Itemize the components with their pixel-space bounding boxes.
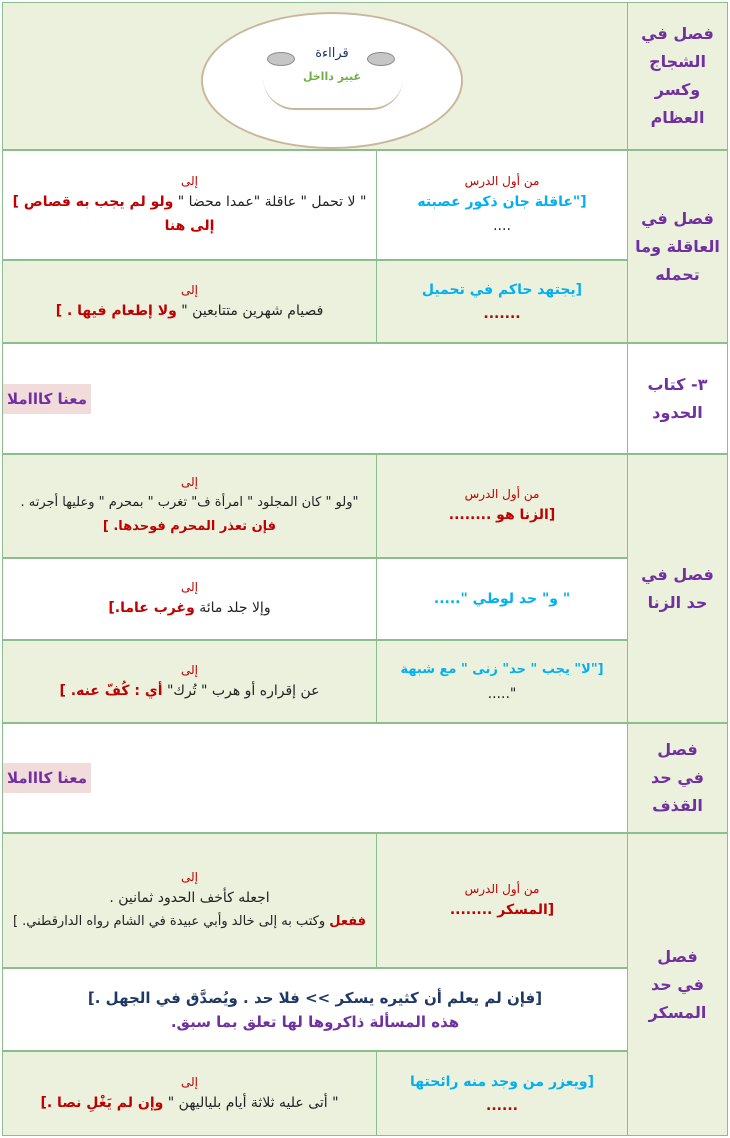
start-text: ["لا" يجب " حد" زنى " مع شبهة — [400, 661, 604, 677]
to-label: إلى — [181, 580, 198, 594]
muskir-row2-end — [2, 1051, 377, 1136]
end-line1: اجعله كأخف الحدود ثمانين . — [109, 889, 270, 906]
to-label: إلى — [181, 174, 198, 188]
end-text-bold: وغرب عاما.] — [108, 600, 195, 616]
section-title: فصل في العاقلة وما تحمله — [635, 208, 720, 284]
zina-row1-end — [2, 454, 377, 558]
zina-row2-end — [2, 558, 377, 640]
aqila-row1-start — [376, 150, 628, 260]
end-text: فصيام شهرين متتابعين " — [176, 302, 324, 319]
smiley-face-icon — [201, 12, 463, 149]
to-label: إلى — [181, 869, 198, 884]
start-dots: ....... — [483, 305, 521, 322]
from-start-label: من أول الدرس — [464, 174, 540, 188]
end-text-bold: ولا إطعام فيها . ] — [55, 302, 177, 319]
to-label: إلى — [181, 475, 198, 489]
qadhf-content — [2, 723, 628, 833]
aqila-row1-end — [2, 150, 377, 260]
face-subtitle: غيير دااخل — [302, 70, 362, 83]
zina-row1-start — [376, 454, 628, 558]
muskir-middle — [2, 968, 628, 1051]
end-text-bold: ولو لم يجب به قصاص ] إلى هنا — [12, 194, 215, 234]
full-badge: معنا كاااملا — [3, 763, 91, 793]
start-dots: "..... — [487, 685, 517, 702]
aqila-row2-end — [2, 260, 377, 343]
section-hudud-title — [627, 343, 728, 454]
header-face-cell — [2, 2, 628, 150]
section-title: فصل في حد المسكر — [648, 946, 707, 1022]
end-text: عن إقراره أو هرب " تُرك" — [162, 682, 320, 699]
start-dots: .... — [493, 218, 511, 234]
section-muskir-title — [627, 833, 728, 1136]
section-aqila-title — [627, 150, 728, 343]
section-title: فصل في الشجاج وكسر العظام — [641, 24, 714, 127]
zina-row2-start — [376, 558, 628, 640]
hudud-content — [2, 343, 628, 454]
end-text: " لا تحمل " عاقلة "عمدا محضا " — [173, 194, 367, 210]
section-shijaj-title — [627, 2, 728, 150]
muskir-row1-start — [376, 833, 628, 968]
section-qadhf-title — [627, 723, 728, 833]
full-badge: معنا كاااملا — [3, 384, 91, 414]
section-zina-title — [627, 454, 728, 723]
end-line2-red: ففعل — [329, 913, 367, 929]
from-start-label: من أول الدرس — [464, 881, 540, 896]
from-start-label: من أول الدرس — [464, 487, 540, 501]
start-text: ["عاقلة جان ذكور عصبته — [417, 194, 587, 210]
section-title: ٣- كتاب الحدود — [647, 374, 708, 422]
end-text-bold: أي : كُفّ عنه. ] — [59, 682, 163, 699]
start-text: [الزنا هو ........ — [448, 507, 556, 523]
section-title: فصل في حد القذف — [650, 740, 704, 815]
start-text: [يجتهد حاكم في تحميل — [421, 281, 583, 298]
start-text: [المسكر ........ — [449, 901, 555, 918]
section-title: فصل في حد الزنا — [641, 564, 714, 612]
aqila-row2-start — [376, 260, 628, 343]
end-line2: وكتب به إلى خالد وأبي عبيدة في الشام رواه الدارقطني. ] — [12, 913, 330, 929]
muskir-row1-end — [2, 833, 377, 968]
to-label: إلى — [181, 282, 198, 297]
start-text: [ويعزر من وجد منه رائحتها — [410, 1073, 594, 1090]
smile-mouth-icon — [263, 78, 403, 110]
end-text: "ولو " كان المجلود " امرأة ف" تغرب " بمحرم " وعليها أجرته . — [20, 495, 359, 510]
face-title: قرااءة — [315, 46, 349, 61]
end-text-bold: وإن لم يَغْلِ نصا .] — [40, 1094, 164, 1111]
zina-row3-end — [2, 640, 377, 723]
middle-line2: هذه المسألة ذاكروها لها تعلق بما سبق. — [170, 1012, 460, 1031]
end-text: وإلا جلد مائة — [194, 600, 271, 616]
muskir-row2-start — [376, 1051, 628, 1136]
start-text: " و" حد لوطي "..... — [433, 591, 571, 607]
end-text-bold: فإن تعذر المحرم فوحدها. ] — [102, 519, 277, 534]
to-label: إلى — [181, 662, 198, 677]
zina-row3-start — [376, 640, 628, 723]
end-text: " أتى عليه ثلاثة أيام بلياليهن " — [163, 1094, 339, 1111]
middle-line1: [فإن لم يعلم أن كثيره يسكر >> فلا حد . ويُصدَّق في الجهل .] — [87, 988, 543, 1007]
to-label: إلى — [181, 1074, 198, 1089]
start-dots: ...... — [486, 1097, 518, 1114]
